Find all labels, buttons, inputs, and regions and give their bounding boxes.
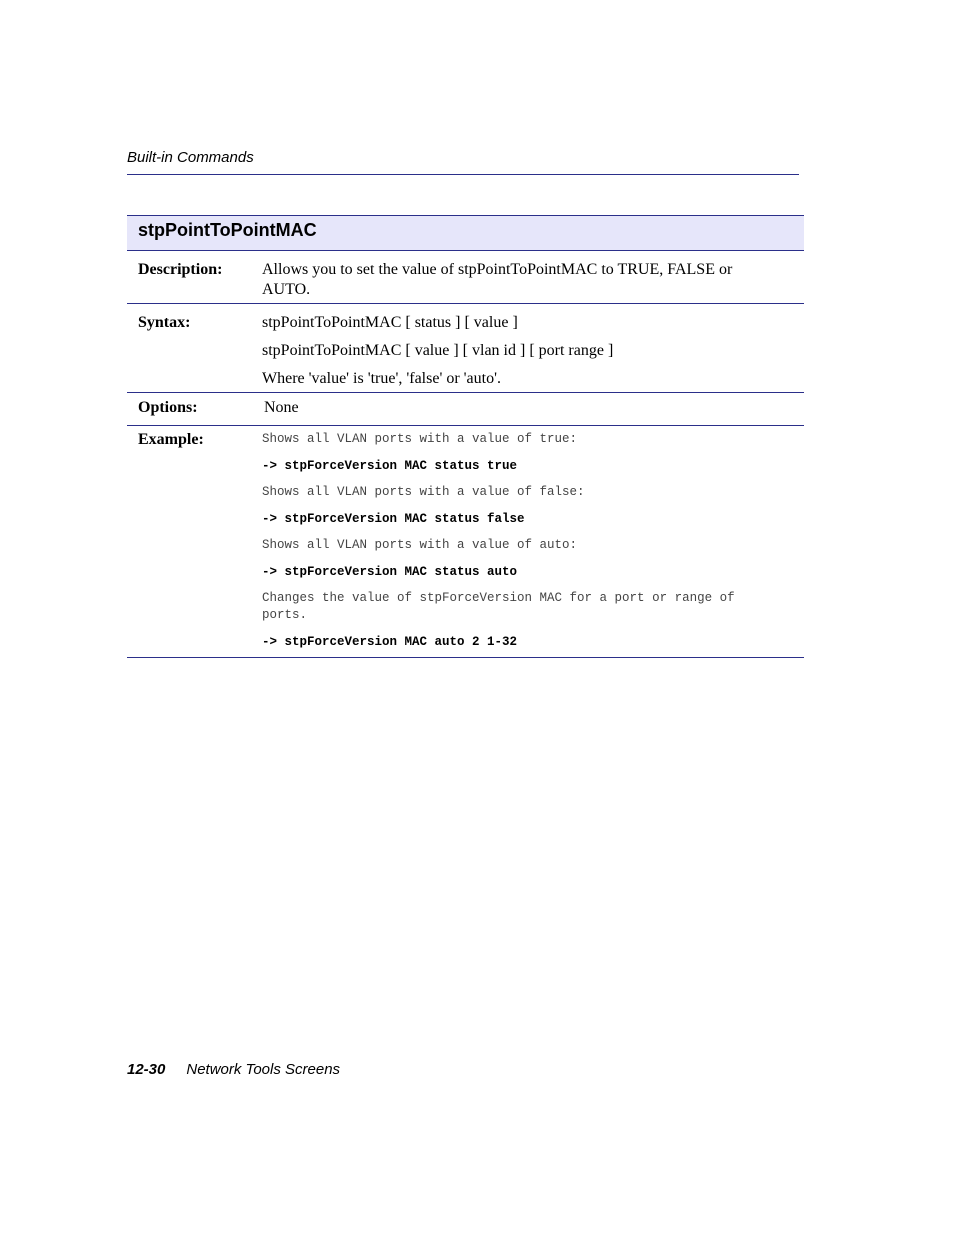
example-command: -> stpForceVersion MAC status auto [262,565,518,579]
example-command: -> stpForceVersion MAC auto 2 1-32 [262,635,518,649]
options-value: None [264,399,299,416]
options-row [127,393,804,426]
syntax-label: Syntax: [138,314,191,331]
description-label: Description: [138,261,223,278]
example-description: ports. [262,608,308,622]
description-line: Allows you to set the value of stpPointToPointMAC to TRUE, FALSE or [262,261,733,278]
example-command: -> stpForceVersion MAC status true [262,459,518,473]
options-label: Options: [138,399,198,416]
running-header: Built-in Commands [127,149,254,166]
example-description: Shows all VLAN ports with a value of auto: [262,538,578,552]
example-command: -> stpForceVersion MAC status false [262,512,525,526]
description-line: AUTO. [262,281,311,298]
syntax-row [127,304,804,393]
description-row [127,251,804,304]
page-number: 12-30 [127,1061,166,1078]
command-title: stpPointToPointMAC [127,215,804,251]
example-description: Changes the value of stpForceVersion MAC for a port or range of [262,591,735,605]
header-rule [127,174,799,175]
example-label: Example: [138,431,204,448]
command-table [127,215,804,658]
footer-section: Network Tools Screens [186,1061,341,1078]
syntax-line: stpPointToPointMAC [ value ] [ vlan id ] [ port range ] [262,342,614,359]
example-row [127,426,804,658]
example-description: Shows all VLAN ports with a value of false: [262,485,585,499]
syntax-line: stpPointToPointMAC [ status ] [ value ] [262,314,518,331]
example-description: Shows all VLAN ports with a value of true: [262,432,578,446]
running-footer [127,1061,340,1078]
syntax-line: Where 'value' is 'true', 'false' or 'auto'. [262,370,501,387]
